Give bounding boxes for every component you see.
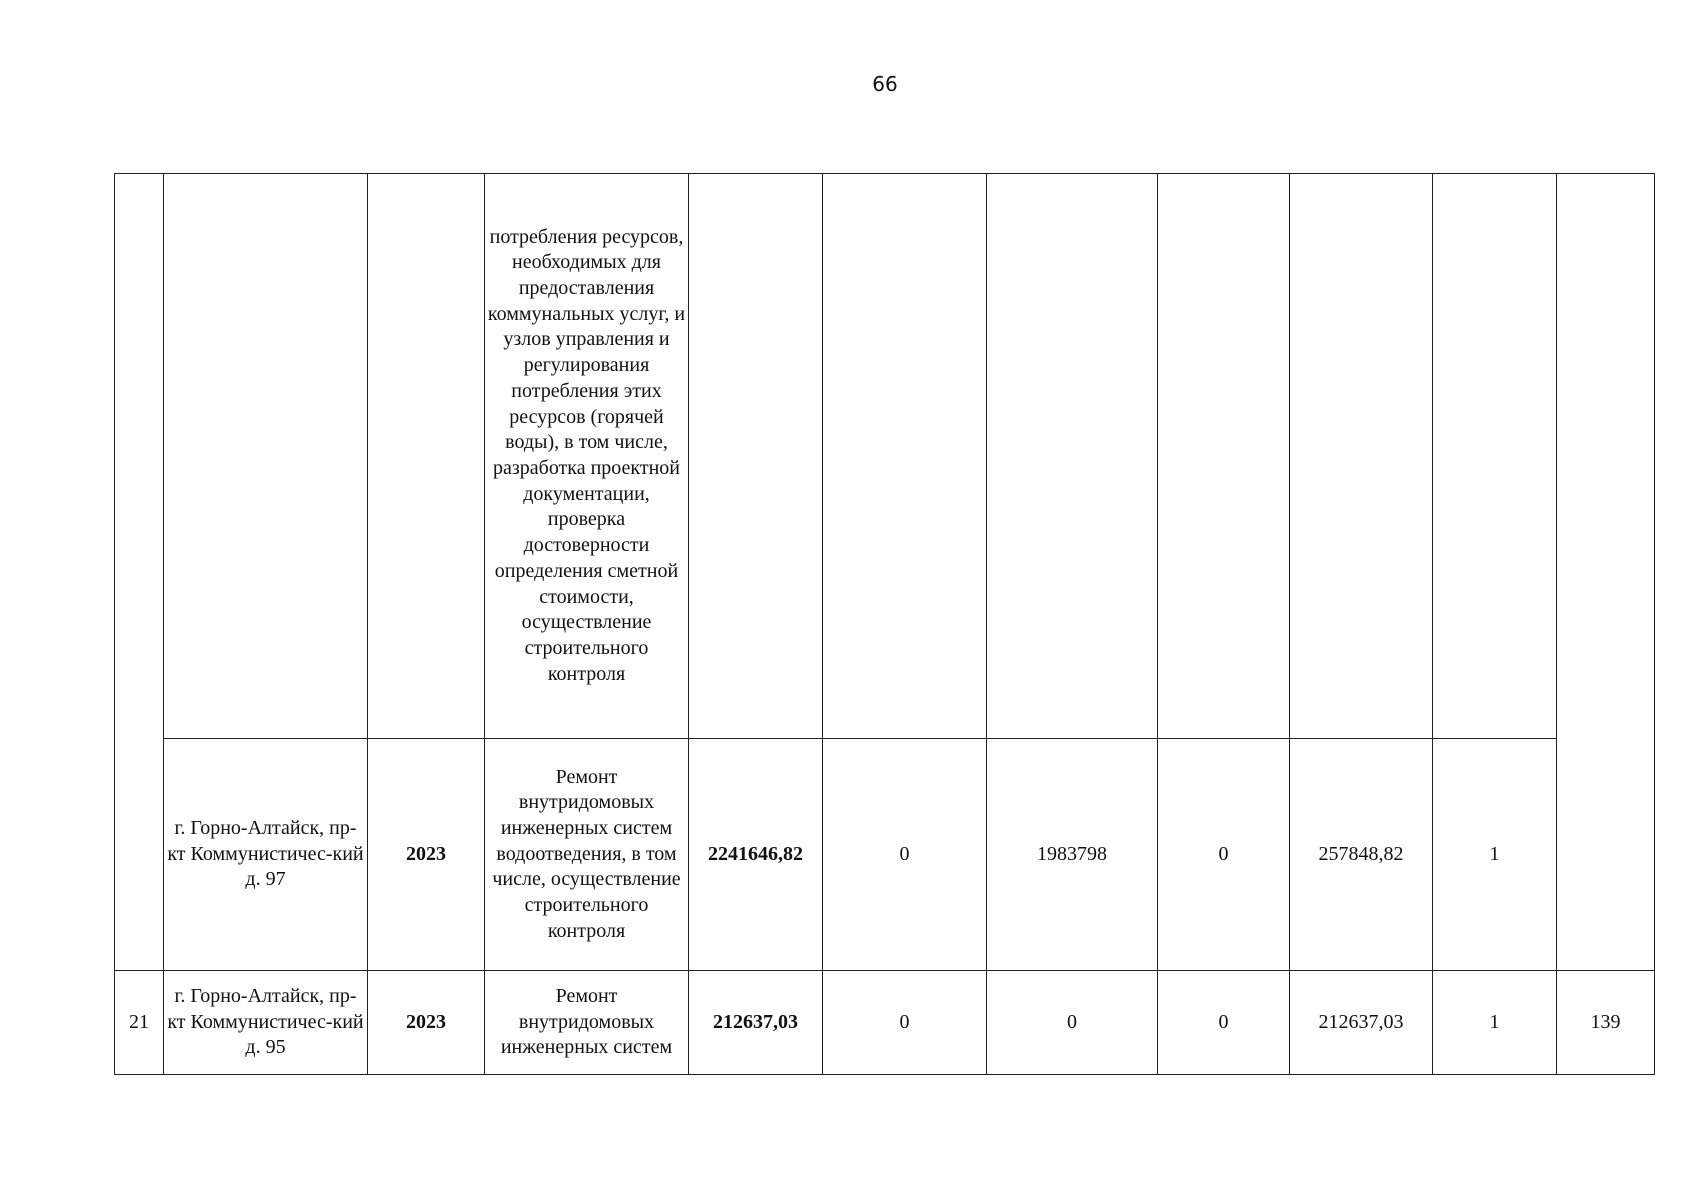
funding-cell-5: 1 <box>1433 971 1557 1075</box>
year-cell <box>368 174 485 739</box>
funding-cell-5 <box>1433 174 1557 739</box>
funding-cell-1 <box>823 174 987 739</box>
funding-cell-3: 0 <box>1158 739 1290 971</box>
table-row <box>115 739 1655 971</box>
address-cell <box>164 174 368 739</box>
work-type-cell: потребления ресурсов, необходимых для предоставления коммунальных услуг, и узлов управления и регулирования потребления этих ресурсов (горячей воды), в том числе, разработка проектной документации, проверка достоверности определения сметной стоимости, осуществление строительного контроля <box>485 174 689 739</box>
row-number-cell: 21 <box>115 971 164 1075</box>
funding-cell-3 <box>1158 174 1290 739</box>
total-cost-cell: 212637,03 <box>689 971 823 1075</box>
funding-cell-5: 1 <box>1433 739 1557 971</box>
last-column-cell <box>1557 174 1655 971</box>
funding-cell-4 <box>1290 174 1433 739</box>
table-row <box>115 174 1655 739</box>
funding-cell-4: 212637,03 <box>1290 971 1433 1075</box>
work-type-cell: Ремонт внутридомовых инженерных систем водоотведения, в том числе, осуществление строительного контроля <box>485 739 689 971</box>
funding-cell-2 <box>987 174 1158 739</box>
year-cell: 2023 <box>368 971 485 1075</box>
funding-cell-1: 0 <box>823 971 987 1075</box>
funding-cell-4: 257848,82 <box>1290 739 1433 971</box>
funding-cell-2: 1983798 <box>987 739 1158 971</box>
funding-cell-3: 0 <box>1158 971 1290 1075</box>
funding-cell-2: 0 <box>987 971 1158 1075</box>
work-type-cell: Ремонт внутридомовых инженерных систем <box>485 971 689 1075</box>
address-cell: г. Горно-Алтайск, пр-кт Коммунистичес-кий д. 97 <box>164 739 368 971</box>
last-column-cell: 139 <box>1557 971 1655 1075</box>
row-number-cell <box>115 174 164 971</box>
funding-cell-1: 0 <box>823 739 987 971</box>
year-cell: 2023 <box>368 739 485 971</box>
page-number: 66 <box>872 72 898 96</box>
total-cost-cell <box>689 174 823 739</box>
total-cost-cell: 2241646,82 <box>689 739 823 971</box>
table-row <box>115 971 1655 1075</box>
program-table <box>114 173 1655 1075</box>
address-cell: г. Горно-Алтайск, пр-кт Коммунистичес-кий д. 95 <box>164 971 368 1075</box>
